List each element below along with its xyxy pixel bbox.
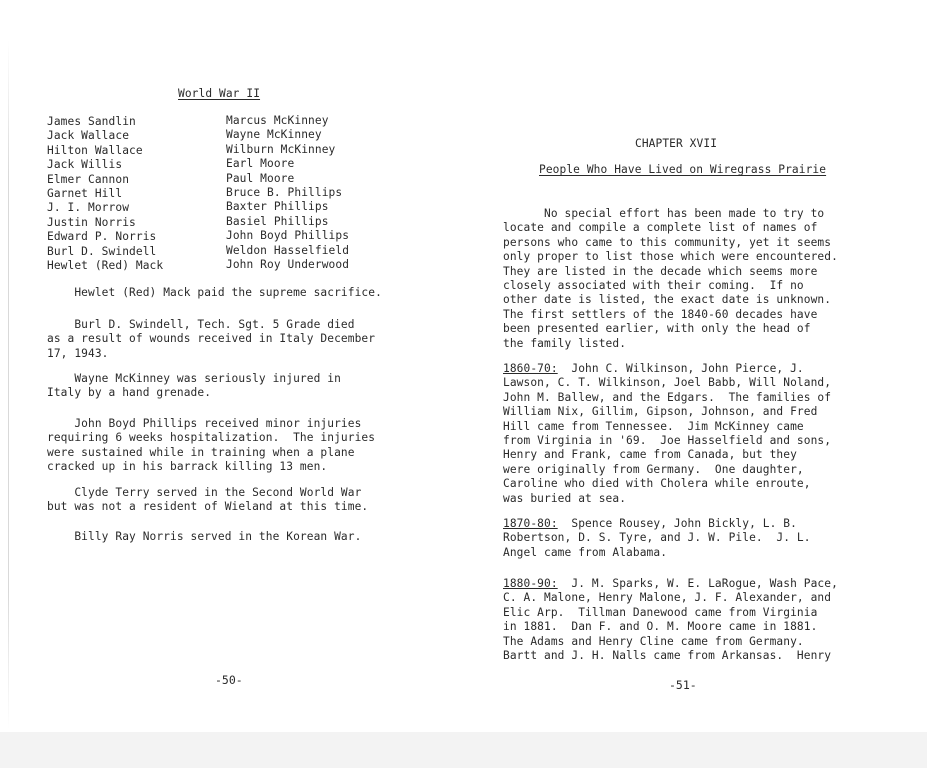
text-line: persons who came to this community, yet it seems (503, 235, 832, 249)
decade-first-line (503, 362, 831, 376)
intro-paragraph (503, 207, 838, 351)
text-line: The first settlers of the 1840-60 decades have (503, 307, 818, 321)
text-line: in 1881. Dan F. and O. M. Moore came in 1881. (503, 620, 818, 634)
name-entry: Wayne McKinney (226, 128, 322, 142)
decade-text: Spence Rousey, John Bickly, L. B. (557, 517, 797, 530)
decade-text: John C. Wilkinson, John Pierce, J. (557, 362, 804, 375)
text-line: Hewlet (Red) Mack paid the supreme sacrifice. (47, 286, 382, 299)
name-entry: Bruce B. Phillips (226, 185, 343, 199)
page-edge (8, 40, 9, 730)
name-entry: James Sandlin (47, 115, 136, 128)
paragraph (47, 372, 341, 401)
decade-entry (503, 362, 831, 506)
text-line: Burl D. Swindell, Tech. Sgt. 5 Grade died (47, 318, 355, 331)
text-line: 17, 1943. (47, 346, 109, 360)
paragraph (47, 486, 368, 515)
text-line: Elic Arp. Tillman Danewood came from Virginia (503, 605, 818, 619)
text-line: the family listed. (503, 336, 627, 350)
text-line: Clyde Terry served in the Second World War (47, 486, 362, 499)
paragraph (47, 318, 375, 361)
name-entry: Weldon Hasselfield (226, 243, 350, 257)
decade-entry (503, 577, 838, 663)
decade-label: 1860-70: (503, 362, 558, 375)
text-line: requiring 6 weeks hospitalization. The injuries (47, 431, 376, 445)
text-line: William Nix, Gillim, Gipson, Johnson, and Fred (503, 405, 818, 419)
chapter-heading: CHAPTER XVII (635, 137, 718, 150)
text-line: Italy by a hand grenade. (47, 386, 212, 400)
text-line: Robertson, D. S. Tyre, and J. W. Pile. J. L. (503, 531, 811, 545)
ww2-heading: World War II (178, 87, 261, 100)
name-entry: Wilburn McKinney (226, 142, 336, 156)
text-line: Caroline who died with Cholera while enroute, (503, 477, 811, 491)
name-entry: Garnet Hill (47, 186, 123, 200)
name-entry: Hewlet (Red) Mack (47, 258, 164, 272)
text-line: were sustained while in training when a plane (47, 445, 355, 459)
paragraph (47, 530, 361, 544)
text-line: Wayne McKinney was seriously injured in (47, 372, 341, 385)
text-line: C. A. Malone, Henry Malone, J. F. Alexander, and (503, 591, 832, 605)
text-line: as a result of wounds received in Italy December (47, 332, 376, 346)
name-entry: Earl Moore (226, 157, 295, 171)
left-page (0, 0, 463, 768)
text-line: The Adams and Henry Cline came from Germany. (503, 634, 804, 648)
text-line: from Virginia in '69. Joe Hasselfield and sons, (503, 433, 832, 447)
text-line: They are listed in the decade which seems more (503, 264, 818, 278)
text-line: Hill came from Tennessee. Jim McKinney came (503, 419, 804, 433)
decade-entry (503, 517, 811, 560)
chapter-title: People Who Have Lived on Wiregrass Prairie (539, 163, 827, 176)
name-entry: J. I. Morrow (47, 201, 130, 215)
text-line: John Boyd Phillips received minor injuries (47, 417, 362, 430)
decade-first-line (503, 577, 838, 591)
text-line: was buried at sea. (503, 491, 627, 505)
text-line: Henry and Frank, came from Canada, but they (503, 448, 797, 462)
name-entry: Justin Norris (47, 215, 136, 229)
page-number-left: -50- (215, 673, 243, 687)
text-line: cracked up in his barrack killing 13 men. (47, 460, 328, 474)
text-line: Lawson, C. T. Wilkinson, Joel Babb, Will Noland, (503, 376, 832, 390)
text-line: No special effort has been made to try to (503, 207, 825, 220)
paragraph (47, 286, 382, 300)
right-page (463, 0, 927, 768)
text-line: were originally from Germany. One daughter, (503, 462, 804, 476)
text-line: Angel came from Alabama. (503, 545, 668, 559)
name-entry: Marcus McKinney (226, 114, 329, 127)
name-entry: Jack Wallace (47, 129, 130, 143)
name-entry: Basiel Phillips (226, 214, 329, 228)
decade-first-line (503, 517, 811, 531)
decade-label: 1870-80: (503, 517, 558, 530)
text-line: been presented earlier, with only the head of (503, 322, 811, 336)
text-line: Billy Ray Norris served in the Korean War. (47, 530, 362, 543)
name-entry: John Roy Underwood (226, 257, 350, 271)
text-line: John M. Ballew, and the Edgars. The families of (503, 390, 832, 404)
decade-label: 1880-90: (503, 577, 558, 590)
text-line: closely associated with their coming. If no (503, 278, 804, 292)
text-line: but was not a resident of Wieland at this time. (47, 500, 369, 514)
name-entry: Paul Moore (226, 171, 295, 185)
names-column-1 (47, 115, 163, 273)
name-entry: John Boyd Phillips (226, 229, 350, 243)
name-entry: Burl D. Swindell (47, 244, 157, 258)
name-entry: Jack Willis (47, 158, 123, 172)
text-line: only proper to list those which were encountered. (503, 250, 838, 264)
decade-text: J. M. Sparks, W. E. LaRogue, Wash Pace, (557, 577, 838, 590)
name-entry: Baxter Phillips (226, 200, 329, 214)
name-entry: Edward P. Norris (47, 230, 157, 244)
name-entry: Hilton Wallace (47, 143, 143, 157)
text-line: locate and compile a complete list of names of (503, 221, 818, 235)
page-number-right: -51- (669, 678, 697, 692)
name-entry: Elmer Cannon (47, 172, 130, 186)
text-line: Bartt and J. H. Nalls came from Arkansas. Henry (503, 648, 832, 662)
paragraph (47, 417, 375, 475)
names-column-2 (226, 114, 349, 272)
text-line: other date is listed, the exact date is unknown. (503, 293, 832, 307)
